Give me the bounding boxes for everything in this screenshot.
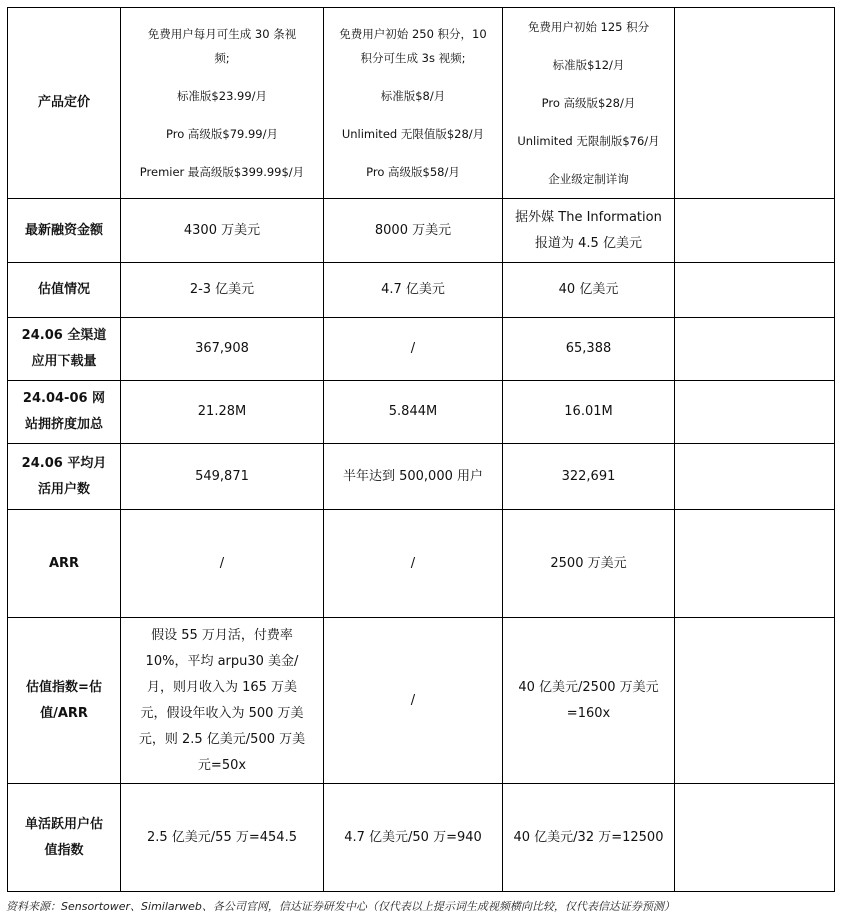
source-footnote: 资料来源：Sensortower、Similarweb、各公司官网，信达证券研发中心（仅代表以上提示词生成视频横向比较，仅代表信达证券预测） xyxy=(6,900,675,913)
table-cell xyxy=(121,444,324,510)
empty-cell xyxy=(675,263,835,318)
row-header xyxy=(8,444,121,510)
cell-line: 16.01M xyxy=(564,404,613,419)
table-cell xyxy=(121,784,324,892)
cell-line: 标准版$23.99/月 xyxy=(176,88,268,103)
table-cell xyxy=(121,510,324,618)
cell-line: 2500 万美元 xyxy=(550,555,627,571)
empty-cell xyxy=(675,318,835,381)
table-cell xyxy=(503,444,675,510)
cell-line: 元，则 2.5 亿美元/500 万美 xyxy=(138,731,306,747)
cell-line: / xyxy=(410,341,416,356)
table-cell xyxy=(503,263,675,318)
cell-line: 5.844M xyxy=(388,404,438,419)
cell-line: 2-3 亿美元 xyxy=(189,282,255,297)
cell-line: 549,871 xyxy=(195,468,249,484)
row-header-line: 应用下载量 xyxy=(31,354,97,369)
table-cell xyxy=(121,8,324,199)
table-cell xyxy=(324,199,503,263)
cell-line: Unlimited 无限制版$76/月 xyxy=(517,133,660,148)
cell-line: 标准版$8/月 xyxy=(380,88,446,103)
row-header-line: 产品定价 xyxy=(37,95,90,110)
table-cell xyxy=(324,510,503,618)
empty-cell xyxy=(675,618,835,784)
cell-line: 322,691 xyxy=(561,468,616,484)
row-header-line: 24.06 全渠道 xyxy=(21,328,107,343)
cell-line: 65,388 xyxy=(565,341,612,356)
table-cell xyxy=(324,618,503,784)
empty-cell xyxy=(675,8,835,199)
cell-line: 元，假设年收入为 500 万美 xyxy=(140,705,304,721)
empty-cell xyxy=(675,784,835,892)
table-cell xyxy=(503,318,675,381)
cell-line: =160x xyxy=(566,705,611,721)
table-cell xyxy=(503,381,675,444)
table-cell xyxy=(503,510,675,618)
cell-line: 21.28M xyxy=(197,404,247,419)
table-cell xyxy=(503,618,675,784)
cell-line: / xyxy=(410,555,416,571)
empty-cell xyxy=(675,444,835,510)
row-header-line: 值/ARR xyxy=(40,705,88,721)
cell-line: 免费用户初始 125 积分 xyxy=(527,19,650,34)
cell-line: Pro 高级版$28/月 xyxy=(541,95,636,110)
row-header xyxy=(8,784,121,892)
cell-line: 367,908 xyxy=(195,341,249,356)
table-row xyxy=(8,318,835,381)
cell-line: 免费用户每月可生成 30 条视 xyxy=(147,26,297,41)
table-cell xyxy=(324,8,503,199)
row-header xyxy=(8,263,121,318)
cell-line: / xyxy=(410,692,416,708)
cell-line: 频; xyxy=(214,50,230,65)
empty-cell xyxy=(675,381,835,444)
empty-cell xyxy=(675,199,835,263)
row-header-line: 站拥挤度加总 xyxy=(24,417,103,432)
table-cell xyxy=(324,444,503,510)
table-cell xyxy=(324,263,503,318)
table-row xyxy=(8,784,835,892)
table-cell xyxy=(121,199,324,263)
table-row xyxy=(8,8,835,199)
table-cell xyxy=(503,784,675,892)
table-cell xyxy=(324,381,503,444)
row-header-line: ARR xyxy=(48,555,80,571)
cell-line: 4.7 亿美元/50 万=940 xyxy=(344,829,482,845)
cell-line: 40 亿美元/32 万=12500 xyxy=(513,829,664,845)
row-header-line: 值指数 xyxy=(44,842,84,858)
table-row xyxy=(8,510,835,618)
cell-line: 假设 55 万月活，付费率 xyxy=(151,627,293,643)
row-header-line: 估值指数=估 xyxy=(26,679,102,695)
table-row xyxy=(8,263,835,318)
row-header xyxy=(8,199,121,263)
cell-line: Pro 高级版$79.99/月 xyxy=(165,126,278,141)
cell-line: 4.7 亿美元 xyxy=(381,282,445,297)
table-cell xyxy=(121,381,324,444)
empty-cell xyxy=(675,510,835,618)
cell-line: 4300 万美元 xyxy=(183,222,261,238)
cell-line: 积分可生成 3s 视频; xyxy=(360,50,466,65)
cell-line: 8000 万美元 xyxy=(374,222,452,238)
row-header xyxy=(8,510,121,618)
cell-line: Pro 高级版$58/月 xyxy=(366,164,460,179)
cell-line: 40 亿美元 xyxy=(558,282,619,297)
table-row xyxy=(8,618,835,784)
table-row xyxy=(8,199,835,263)
cell-line: 半年达到 500,000 用户 xyxy=(342,468,484,484)
table-cell xyxy=(503,8,675,199)
table-cell xyxy=(121,318,324,381)
cell-line: Premier 最高级版$399.99$/月 xyxy=(139,164,305,179)
cell-line: 企业级定制详询 xyxy=(548,171,629,186)
row-header-line: 活用户数 xyxy=(37,481,90,497)
row-header-line: 单活跃用户估 xyxy=(24,816,103,832)
row-header xyxy=(8,618,121,784)
table-cell xyxy=(324,318,503,381)
cell-line: 元=50x xyxy=(197,757,247,773)
row-header-line: 估值情况 xyxy=(37,282,90,297)
table-row xyxy=(8,381,835,444)
table-cell xyxy=(121,263,324,318)
row-header xyxy=(8,381,121,444)
cell-line: 据外媒 The Information xyxy=(515,209,662,225)
cell-line: 月，则月收入为 165 万美 xyxy=(146,679,298,695)
cell-line: 40 亿美元/2500 万美元 xyxy=(518,679,659,695)
table-cell xyxy=(121,618,324,784)
row-header-line: 24.06 平均月 xyxy=(21,455,107,471)
row-header xyxy=(8,318,121,381)
cell-line: Unlimited 无限值版$28/月 xyxy=(341,126,485,141)
table-cell xyxy=(324,784,503,892)
cell-line: / xyxy=(219,555,225,571)
table-row xyxy=(8,444,835,510)
cell-line: 报道为 4.5 亿美元 xyxy=(535,235,642,251)
row-header xyxy=(8,8,121,199)
row-header-line: 最新融资金额 xyxy=(24,222,103,238)
row-header-line: 24.04-06 网 xyxy=(22,391,106,406)
table-cell xyxy=(503,199,675,263)
cell-line: 10%，平均 arpu30 美金/ xyxy=(145,653,299,669)
cell-line: 标准版$12/月 xyxy=(552,57,625,72)
comparison-table xyxy=(7,7,835,892)
cell-line: 2.5 亿美元/55 万=454.5 xyxy=(147,829,297,845)
cell-line: 免费用户初始 250 积分，10 xyxy=(339,26,487,41)
